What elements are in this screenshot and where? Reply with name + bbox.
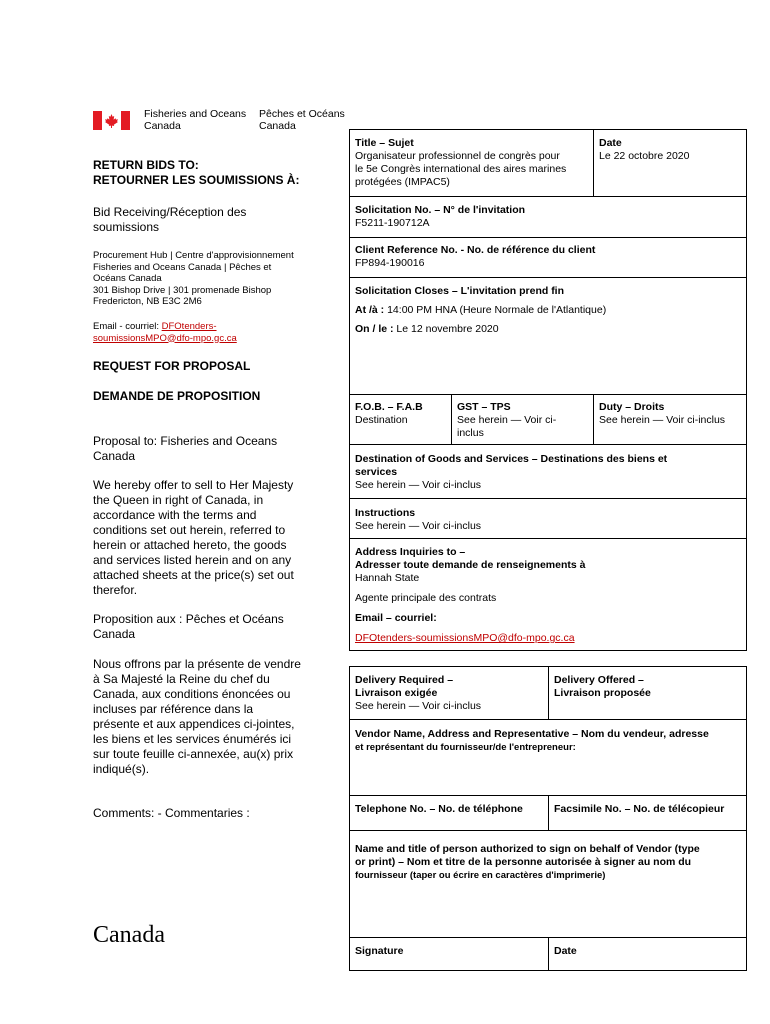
solicitation-no-cell: Solicitation No. – N° de l'invitation F5211-190712A xyxy=(355,204,526,229)
bid-email: Email - courriel: DFOtenders- soumissionsMPO@dfo-mpo.gc.ca xyxy=(93,321,237,344)
dept-name-en: Fisheries and Oceans Canada xyxy=(144,108,247,132)
signature-date-cell: Date xyxy=(554,945,577,957)
dept-name-fr: Pêches et Océans Canada xyxy=(259,108,345,132)
rfp-title-fr: DEMANDE DE PROPOSITION xyxy=(93,389,261,403)
delivery-offered-cell: Delivery Offered – Livraison proposée xyxy=(554,674,651,699)
destination-cell: Destination of Goods and Services – Destinations des biens et services See herein — Voir ci-inclus xyxy=(355,453,668,491)
vendor-name-cell: Vendor Name, Address and Representative – Nom du vendeur, adresse et représentant du fournisseur/de l'entrepreneur: xyxy=(355,728,709,753)
date-cell: Date Le 22 octobre 2020 xyxy=(599,137,690,162)
offer-text-fr: Nous offrons par la présente de vendre à Sa Majesté la Reine du chef du Canada, aux conditions énoncées ou incluses par référence dans la présente et aux appendices ci-jointes, les biens et les services énumérés ici sur toute feuille ci-annexée, au(x) prix indiqué(s). xyxy=(93,657,301,776)
delivery-required-cell: Delivery Required – Livraison exigée See herein — Voir ci-inclus xyxy=(355,674,482,712)
title-cell: Title – Sujet Organisateur professionnel de congrès pour le 5e Congrès international des aires marines protégées (IMPAC5) xyxy=(355,137,567,188)
canada-wordmark: Canada xyxy=(93,922,165,948)
client-ref-cell: Client Reference No. - No. de référence du client FP894-190016 xyxy=(355,244,596,269)
address-inquiries-cell: Address Inquiries to – Adresser toute demande de renseignements à Hannah State Agente principale des contrats Email – courriel: DFOtenders-soumissionsMPO@dfo-mpo.gc.ca xyxy=(355,546,586,644)
gst-cell: GST – TPS See herein — Voir ci- inclus xyxy=(457,401,557,439)
email-link-cont[interactable]: soumissionsMPO@dfo-mpo.gc.ca xyxy=(93,332,237,344)
fax-cell: Facsimile No. – No. de télécopieur xyxy=(554,803,725,815)
duty-cell: Duty – Droits See herein — Voir ci-inclus xyxy=(599,401,726,426)
email-link[interactable]: DFOtenders- xyxy=(161,321,217,332)
proposal-to-text: Proposal to: Fisheries and Oceans Canada xyxy=(93,434,278,463)
fob-cell: F.O.B. – F.A.B Destination xyxy=(355,401,423,426)
canada-flag-icon xyxy=(93,111,130,130)
signature-cell: Signature xyxy=(355,945,404,957)
bid-receiving-text: Bid Receiving/Réception des soumissions xyxy=(93,205,247,234)
contact-email-link[interactable]: DFOtenders-soumissionsMPO@dfo-mpo.gc.ca xyxy=(355,632,575,644)
closing-cell: Solicitation Closes – L'invitation prend fin At /à : 14:00 PM HNA (Heure Normale de l'Atlantique) On / le : Le 12 novembre 2020 xyxy=(355,285,607,335)
return-bids-heading: RETURN BIDS TO: RETOURNER LES SOUMISSIONS À: xyxy=(93,158,300,187)
procurement-address: Procurement Hub | Centre d'approvisionnement Fisheries and Oceans Canada | Pêches et Océans Canada 301 Bishop Drive | 301 promenade Bishop Fredericton, NB E3C 2M6 xyxy=(93,250,294,307)
comments-label: Comments: - Commentaries : xyxy=(93,806,250,820)
offer-text-en: We hereby offer to sell to Her Majesty the Queen in right of Canada, in accordance with the terms and conditions set out herein, referred to herein or attached hereto, the goods and services listed herein and on any attached sheets at the price(s) set out therefor. xyxy=(93,478,294,597)
rfp-title-en: REQUEST FOR PROPOSAL xyxy=(93,359,251,373)
instructions-cell: Instructions See herein — Voir ci-inclus xyxy=(355,507,482,532)
telephone-cell: Telephone No. – No. de téléphone xyxy=(355,803,523,815)
authorized-signer-cell: Name and title of person authorized to sign on behalf of Vendor (type or print) – Nom et titre de la personne autorisée à signer au nom du fournisseur (taper ou écrire en caractères d'imprimerie) xyxy=(355,843,700,881)
proposition-aux-text: Proposition aux : Pêches et Océans Canada xyxy=(93,612,284,641)
